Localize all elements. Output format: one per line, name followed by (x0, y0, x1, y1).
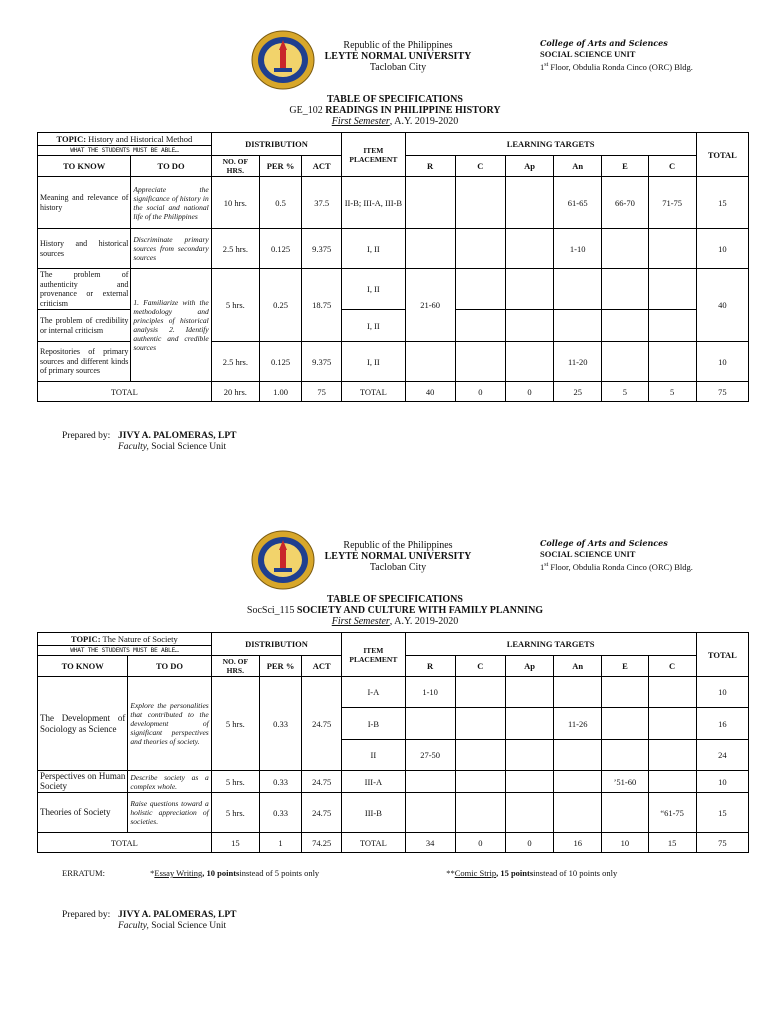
learning-targets-header: LEARNING TARGETS (405, 633, 696, 656)
c-cell (455, 740, 505, 771)
table-row (38, 677, 749, 708)
r-cell: 1-10 (405, 677, 455, 708)
item-cell: II-B; III-A, III-B (342, 177, 405, 229)
percent-cell: 0.33 (259, 793, 301, 833)
r-cell (405, 793, 455, 833)
e-cell (602, 342, 648, 382)
c2-cell (648, 229, 696, 269)
unit-header (540, 538, 693, 573)
e-cell (602, 269, 648, 310)
hours-header: NO. OF HRS. (211, 656, 259, 677)
total-r: 34 (405, 833, 455, 853)
item-cell: II (342, 740, 405, 771)
c2-cell (648, 269, 696, 310)
topic-cell: TOPIC: The Nature of Society (38, 633, 212, 646)
target-e-header: E (602, 656, 648, 677)
to-do-cell: Describe society as a complex whole. (128, 771, 211, 793)
target-an-header: An (554, 156, 602, 177)
to-know-cell: History and historical sources (38, 229, 131, 269)
e-cell: 66-70 (602, 177, 648, 229)
act-cell: 37.5 (302, 177, 342, 229)
topic-cell: TOPIC: History and Historical Method (38, 133, 212, 146)
act-cell: 24.75 (302, 771, 342, 793)
to-know-cell: Meaning and relevance of history (38, 177, 131, 229)
university-name: LEYTE NORMAL UNIVERSITY (324, 51, 472, 62)
to-do-cell: Explore the personalities that contributed to the development of significant perspectives and theories of society. (128, 677, 211, 771)
to-do-header: TO DO (128, 656, 211, 677)
city-text: Tacloban City (369, 562, 427, 573)
republic-text: Republic of the Philippines (343, 540, 453, 551)
percent-header: PER % (259, 156, 301, 177)
total-label: TOTAL (38, 382, 212, 402)
total-header: TOTAL (696, 633, 748, 677)
hours-cell: 2.5 hrs. (211, 229, 259, 269)
course-line: GE_102 READINGS IN PHILIPPINE HISTORY (289, 105, 501, 116)
ap-cell (505, 677, 553, 708)
r-cell (405, 342, 455, 382)
total-ap: 0 (505, 382, 553, 402)
c-cell (455, 177, 505, 229)
item-cell: I-B (342, 708, 405, 740)
total-an: 16 (554, 833, 602, 853)
percent-cell: 0.125 (259, 229, 301, 269)
total-ap: 0 (505, 833, 553, 853)
an-cell (554, 771, 602, 793)
e-cell (602, 740, 648, 771)
c-cell (455, 269, 505, 310)
act-cell: 18.75 (302, 269, 342, 342)
hours-cell: 5 hrs. (211, 269, 259, 342)
percent-cell: 0.25 (259, 269, 301, 342)
ap-cell (505, 229, 553, 269)
c2-cell (648, 310, 696, 342)
an-cell (554, 740, 602, 771)
item-cell: III-B (342, 793, 405, 833)
item-cell: I, II (342, 229, 405, 269)
an-cell (554, 269, 602, 310)
an-cell (554, 793, 602, 833)
total-cell: 10 (696, 229, 748, 269)
prepared-by-label: Prepared by: (62, 431, 111, 441)
percent-cell: 0.33 (259, 771, 301, 793)
e-cell (602, 708, 648, 740)
c-cell (455, 771, 505, 793)
target-an-header: An (554, 656, 602, 677)
item-cell: I-A (342, 677, 405, 708)
percent-cell: 0.125 (259, 342, 301, 382)
e-cell (602, 310, 648, 342)
semester-line: First Semester, A.Y. 2019-2020 (331, 116, 459, 127)
target-ap-header: Ap (505, 656, 553, 677)
ap-cell (505, 342, 553, 382)
an-cell: 1-10 (554, 229, 602, 269)
total-c: 0 (455, 382, 505, 402)
must-be-able-label: WHAT THE STUDENTS MUST BE ABLE… (38, 646, 212, 656)
total-item-label: TOTAL (342, 382, 405, 402)
city-text: Tacloban City (369, 62, 427, 73)
total-hours: 20 hrs. (211, 382, 259, 402)
c-cell (455, 229, 505, 269)
total-r: 40 (405, 382, 455, 402)
an-cell: 11-26 (554, 708, 602, 740)
r-cell: 27-50 (405, 740, 455, 771)
to-know-cell: The Development of Sociology as Science (38, 677, 128, 771)
total-cell: 15 (696, 177, 748, 229)
tos-title-block (0, 594, 768, 627)
totals-row (38, 382, 749, 402)
item-cell: I, II (342, 269, 405, 310)
table-row (38, 771, 749, 793)
target-c-header: C (455, 156, 505, 177)
total-act: 74.25 (302, 833, 342, 853)
target-c2-header: C (648, 156, 696, 177)
act-cell: 9.375 (302, 229, 342, 269)
ap-cell (505, 793, 553, 833)
to-know-header: TO KNOW (38, 656, 128, 677)
erratum-note-2: **Comic Strip, 15 pointsinstead of 10 points only (446, 868, 618, 878)
hours-cell: 5 hrs. (211, 771, 259, 793)
c-cell (455, 342, 505, 382)
hours-cell: 2.5 hrs. (211, 342, 259, 382)
total-label: TOTAL (38, 833, 212, 853)
total-item-label: TOTAL (342, 833, 405, 853)
to-do-cell: Raise questions toward a holistic appreciation of societies. (128, 793, 211, 833)
c-cell (455, 310, 505, 342)
item-placement-header: ITEM PLACEMENT (342, 633, 405, 677)
preparer-title: Faculty, Social Science Unit (118, 921, 227, 931)
total-percent: 1.00 (259, 382, 301, 402)
institution-header (300, 40, 496, 73)
tos-title: TABLE OF SPECIFICATIONS (327, 94, 463, 105)
hours-cell: 5 hrs. (211, 793, 259, 833)
to-know-cell: The problem of credibility or internal criticism (38, 310, 131, 342)
preparer-title: Faculty, Social Science Unit (118, 442, 227, 452)
total-percent: 1 (259, 833, 301, 853)
to-do-cell: 1. Familiarize with the methodology and principles of historical analysis 2. Identify authentic and credible sources (131, 269, 211, 382)
institution-header (300, 540, 496, 573)
grand-total: 75 (696, 833, 748, 853)
item-cell: I, II (342, 310, 405, 342)
distribution-header: DISTRIBUTION (211, 633, 342, 656)
e-cell (602, 229, 648, 269)
item-cell: I, II (342, 342, 405, 382)
to-do-cell: Discriminate primary sources from secondary sources (131, 229, 211, 269)
unit-name: SOCIAL SCIENCE UNIT (540, 49, 636, 59)
c2-cell: “61-75 (648, 793, 696, 833)
percent-cell: 0.5 (259, 177, 301, 229)
total-e: 10 (602, 833, 648, 853)
total-cell: 15 (696, 793, 748, 833)
republic-text: Republic of the Philippines (343, 40, 453, 51)
target-ap-header: Ap (505, 156, 553, 177)
item-cell: III-A (342, 771, 405, 793)
ap-cell (505, 177, 553, 229)
prepared-by-block (62, 910, 237, 932)
total-header: TOTAL (696, 133, 748, 177)
course-line: SocSci_115 SOCIETY AND CULTURE WITH FAMILY PLANNING (246, 605, 544, 616)
total-an: 25 (554, 382, 602, 402)
e-cell: ’51-60 (602, 771, 648, 793)
table-row (38, 229, 749, 269)
table-row (38, 269, 749, 310)
erratum-note-1: *Essay Writing, 10 pointsinstead of 5 points only (150, 868, 320, 878)
to-know-header: TO KNOW (38, 156, 131, 177)
target-e-header: E (602, 156, 648, 177)
c-cell (455, 677, 505, 708)
r-cell (405, 771, 455, 793)
floor-text: 1st Floor, Obdulia Ronda Cinco (ORC) Bldg. (540, 561, 693, 572)
table-row (38, 793, 749, 833)
university-name: LEYTE NORMAL UNIVERSITY (324, 551, 472, 562)
target-c2-header: C (648, 656, 696, 677)
tos-table-1 (37, 132, 749, 402)
tos-table-2 (37, 632, 749, 853)
act-header: ACT (302, 156, 342, 177)
total-act: 75 (302, 382, 342, 402)
an-cell (554, 310, 602, 342)
total-c2: 5 (648, 382, 696, 402)
total-c: 0 (455, 833, 505, 853)
to-do-header: TO DO (131, 156, 211, 177)
r-cell (405, 708, 455, 740)
an-cell: 61-65 (554, 177, 602, 229)
ap-cell (505, 740, 553, 771)
erratum-label: ERRATUM: (62, 868, 105, 878)
erratum-line (62, 868, 762, 878)
act-header: ACT (302, 656, 342, 677)
prepared-by-label: Prepared by: (62, 910, 111, 920)
act-cell: 9.375 (302, 342, 342, 382)
total-cell: 10 (696, 771, 748, 793)
e-cell (602, 677, 648, 708)
preparer-name: JIVY A. PALOMERAS, LPT (118, 431, 237, 441)
c2-cell (648, 771, 696, 793)
total-e: 5 (602, 382, 648, 402)
preparer-name: JIVY A. PALOMERAS, LPT (118, 910, 237, 920)
ap-cell (505, 269, 553, 310)
tos-title: TABLE OF SPECIFICATIONS (327, 594, 463, 605)
hours-cell: 10 hrs. (211, 177, 259, 229)
total-hours: 15 (211, 833, 259, 853)
target-r-header: R (405, 156, 455, 177)
to-do-cell: Appreciate the significance of history in the social and national life of the Philippines (131, 177, 211, 229)
semester-line: First Semester, A.Y. 2019-2020 (331, 616, 459, 627)
totals-row (38, 833, 749, 853)
grand-total: 75 (696, 382, 748, 402)
college-name: College of Arts and Sciences (540, 538, 668, 548)
c-cell (455, 708, 505, 740)
total-cell: 40 (696, 269, 748, 342)
distribution-header: DISTRIBUTION (211, 133, 342, 156)
to-know-cell: Repositories of primary sources and different kinds of primary sources (38, 342, 131, 382)
total-cell: 24 (696, 740, 748, 771)
college-name: College of Arts and Sciences (540, 38, 668, 48)
percent-cell: 0.33 (259, 677, 301, 771)
floor-text: 1st Floor, Obdulia Ronda Cinco (ORC) Bldg. (540, 61, 693, 72)
r-cell (405, 229, 455, 269)
r-cell: 21-60 (405, 269, 455, 342)
item-placement-header: ITEM PLACEMENT (342, 133, 405, 177)
ap-cell (505, 771, 553, 793)
to-know-cell: Perspectives on Human Society (38, 771, 128, 793)
to-know-cell: The problem of authenticity and provenance or external criticism (38, 269, 131, 310)
total-c2: 15 (648, 833, 696, 853)
must-be-able-label: WHAT THE STUDENTS MUST BE ABLE… (38, 146, 212, 156)
c2-cell (648, 740, 696, 771)
ap-cell (505, 708, 553, 740)
prepared-by-block (62, 431, 237, 453)
to-know-cell: Theories of Society (38, 793, 128, 833)
total-cell: 16 (696, 708, 748, 740)
c2-cell (648, 677, 696, 708)
an-cell: 11-20 (554, 342, 602, 382)
r-cell (405, 177, 455, 229)
ap-cell (505, 310, 553, 342)
act-cell: 24.75 (302, 793, 342, 833)
learning-targets-header: LEARNING TARGETS (405, 133, 696, 156)
an-cell (554, 677, 602, 708)
hours-header: NO. OF HRS. (211, 156, 259, 177)
total-cell: 10 (696, 342, 748, 382)
target-c-header: C (455, 656, 505, 677)
target-r-header: R (405, 656, 455, 677)
e-cell (602, 793, 648, 833)
percent-header: PER % (259, 656, 301, 677)
c2-cell (648, 708, 696, 740)
c2-cell: 71-75 (648, 177, 696, 229)
hours-cell: 5 hrs. (211, 677, 259, 771)
unit-name: SOCIAL SCIENCE UNIT (540, 549, 636, 559)
table-row (38, 177, 749, 229)
c-cell (455, 793, 505, 833)
c2-cell (648, 342, 696, 382)
tos-title-block (0, 94, 768, 127)
act-cell: 24.75 (302, 677, 342, 771)
total-cell: 10 (696, 677, 748, 708)
unit-header (540, 38, 693, 73)
